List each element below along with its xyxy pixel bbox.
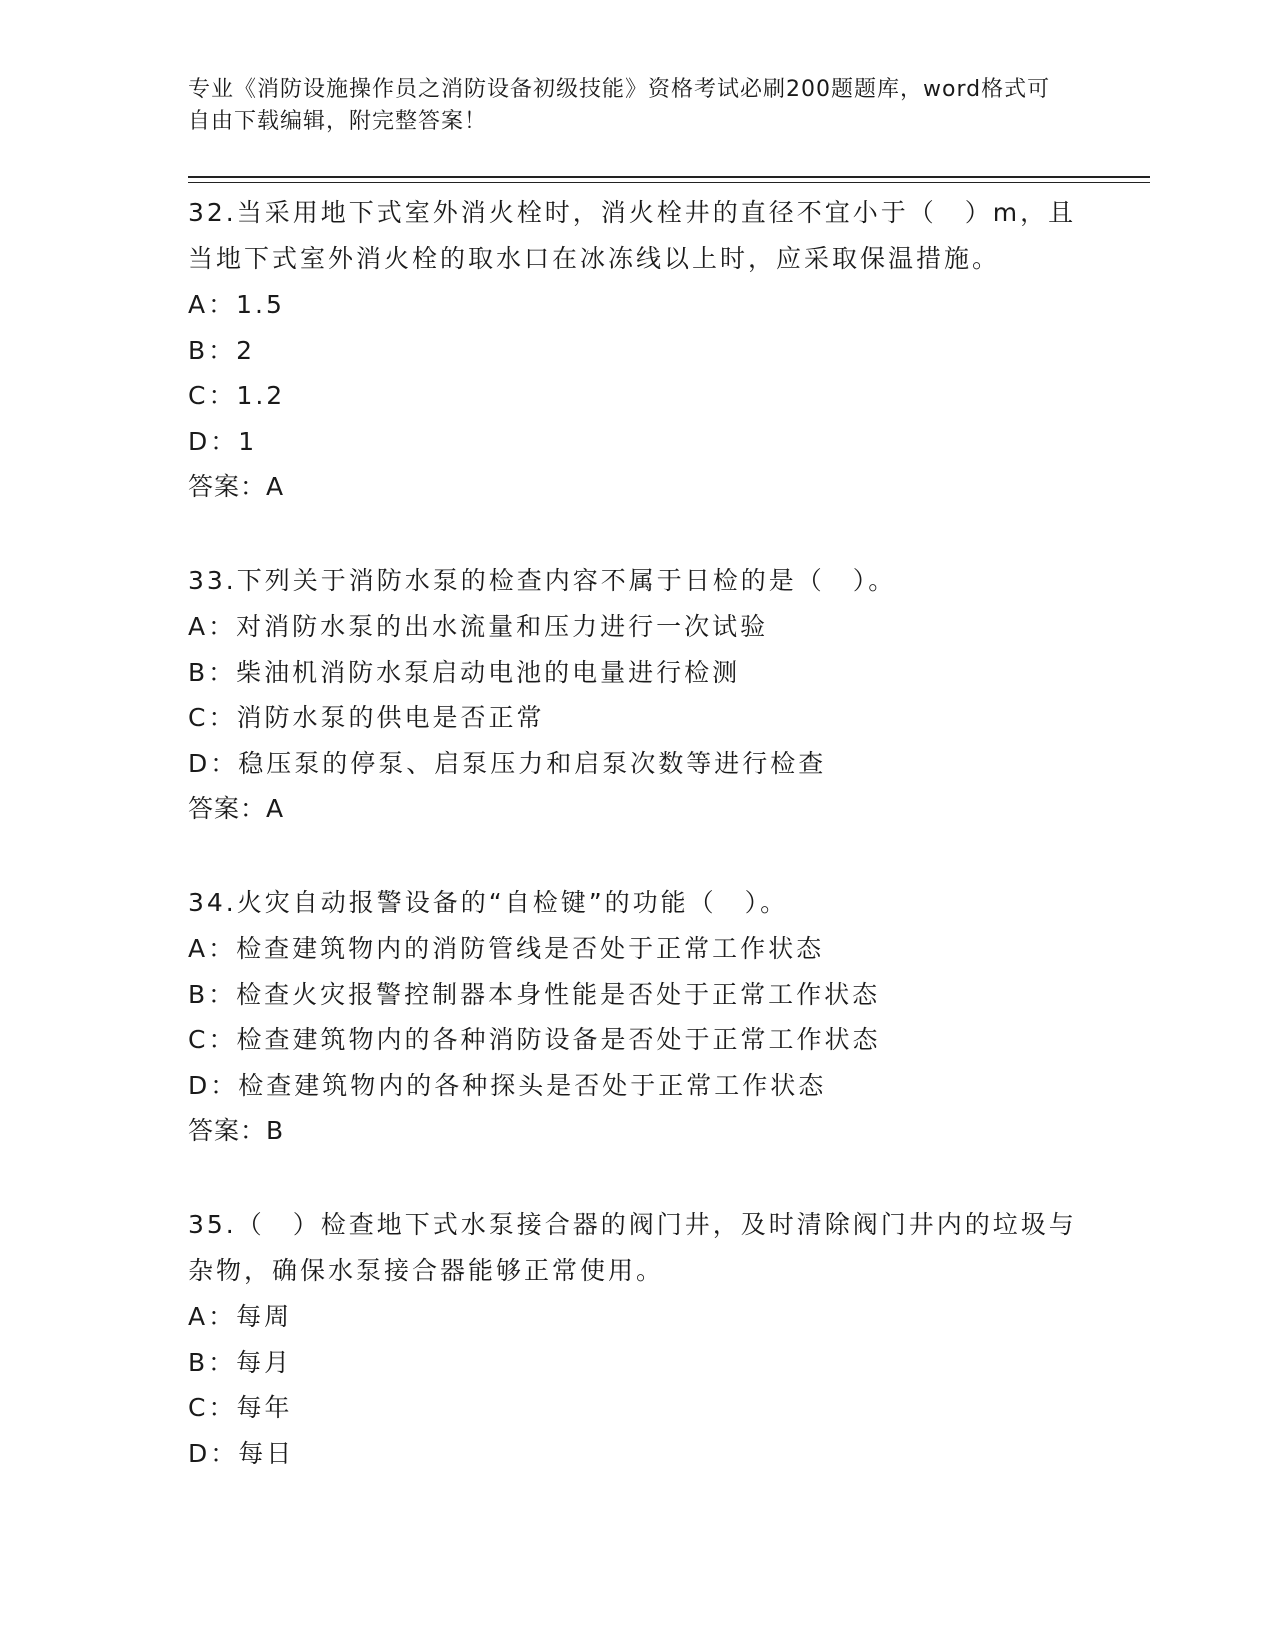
option-a: A：1.5 [188,290,285,319]
option-a: A：每周 [188,1302,293,1331]
option-d: D：稳压泵的停泵、启泵压力和启泵次数等进行检查 [188,748,827,778]
answer-line: 答案：A [188,472,285,501]
option-d: D：每日 [188,1438,295,1468]
option-c: C：每年 [188,1393,293,1422]
document-header: 专业《消防设施操作员之消防设备初级技能》资格考试必刷200题题库，word格式可自由下载编辑，附完整答案！ [188,77,1051,134]
option-d: D：检查建筑物内的各种探头是否处于正常工作状态 [188,1070,827,1100]
option-b: B：每月 [188,1347,293,1377]
option-c: C：1.2 [188,381,286,410]
question-32 [188,190,1088,510]
question-33 [188,558,1088,832]
option-a: A：检查建筑物内的消防管线是否处于正常工作状态 [188,934,825,963]
question-stem: 34.火灾自动报警设备的“自检键”的功能（ ）。 [188,888,789,917]
option-c: C：检查建筑物内的各种消防设备是否处于正常工作状态 [188,1025,881,1054]
question-stem: 32.当采用地下式室外消火栓时，消火栓井的直径不宜小于（ ）m，且当地下式室外消火栓的取水口在冰冻线以上时，应采取保温措施。 [188,198,1077,273]
option-d: D：1 [188,426,258,456]
option-c: C：消防水泵的供电是否正常 [188,703,545,732]
question-stem: 33.下列关于消防水泵的检查内容不属于日检的是（ ）。 [188,566,897,595]
question-list [188,190,1088,1524]
option-b: B：2 [188,335,256,365]
answer-line: 答案：A [188,794,285,823]
question-34 [188,880,1088,1154]
answer-line: 答案：B [188,1116,285,1145]
option-a: A：对消防水泵的出水流量和压力进行一次试验 [188,612,769,641]
option-b: B：检查火灾报警控制器本身性能是否处于正常工作状态 [188,979,881,1009]
question-35 [188,1202,1088,1476]
question-stem: 35.（ ）检查地下式水泵接合器的阀门井，及时清除阀门井内的垃圾与杂物，确保水泵接合器能够正常使用。 [188,1210,1077,1285]
header-divider-thin [188,182,1150,183]
header-divider [188,176,1150,178]
option-b: B：柴油机消防水泵启动电池的电量进行检测 [188,657,741,687]
